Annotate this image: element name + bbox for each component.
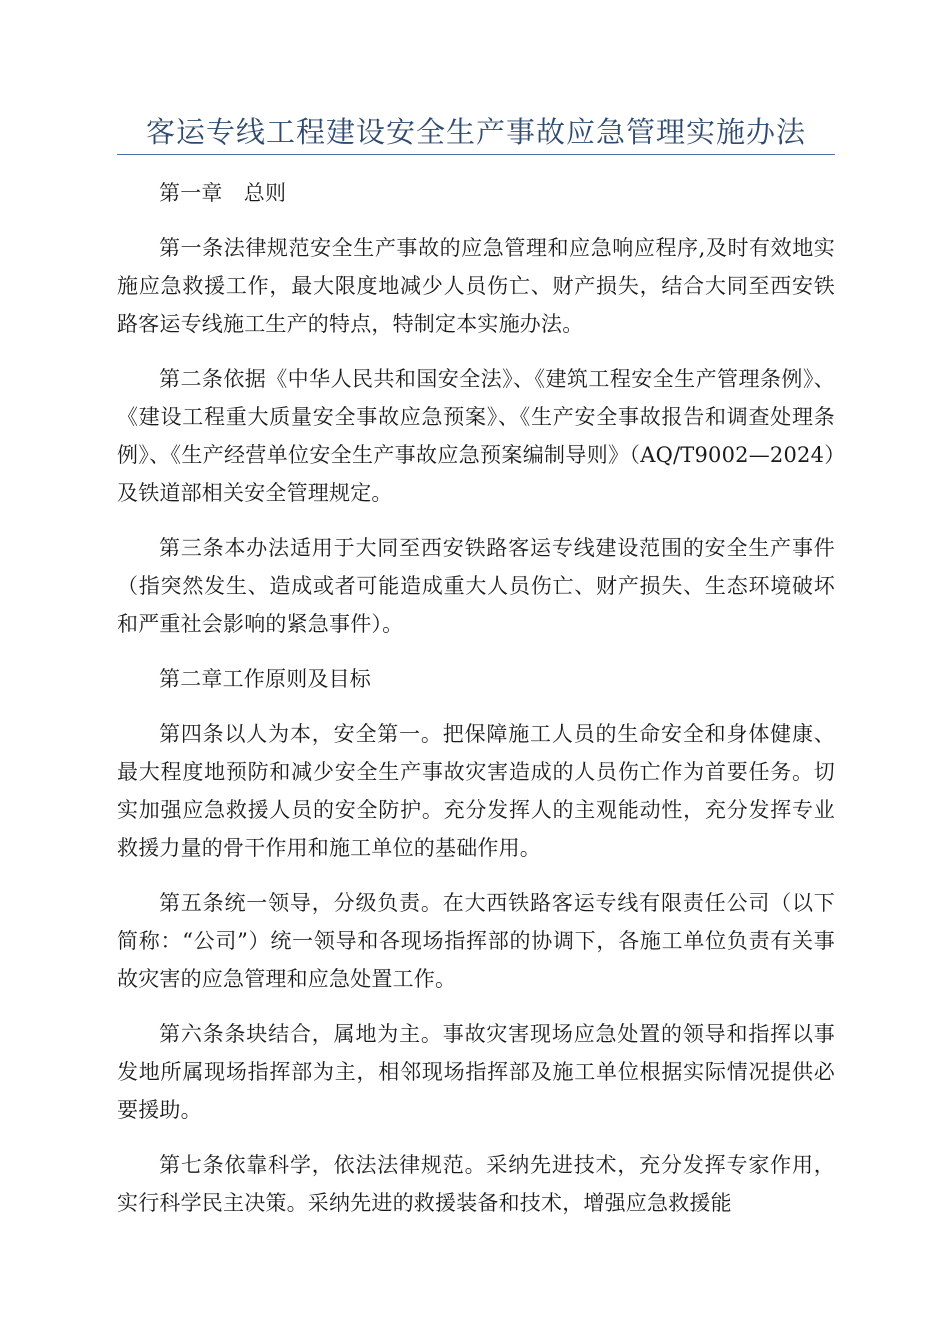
article-4: 第四条以人为本，安全第一。把保障施工人员的生命安全和身体健康、最大程度地预防和减少安全生产事故灾害造成的人员伤亡作为首要任务。切实加强应急救援人员的安全防护。充分发挥人的主观能动性，充分发挥专业救援力量的骨干作用和施工单位的基础作用。 — [117, 722, 835, 860]
article-1: 第一条法律规范安全生产事故的应急管理和应急响应程序,及时有效地实施应急救援工作，最大限度地减少人员伤亡、财产损失，结合大同至西安铁路客运专线施工生产的特点，特制定本实施办法。 — [117, 236, 835, 336]
article-5: 第五条统一领导，分级负责。在大西铁路客运专线有限责任公司（以下简称：“公司”）统一领导和各现场指挥部的协调下，各施工单位负责有关事故灾害的应急管理和应急处置工作。 — [117, 891, 835, 991]
article-7: 第七条依靠科学，依法法律规范。采纳先进技术，充分发挥专家作用，实行科学民主决策。采纳先进的救援装备和技术，增强应急救援能 — [117, 1153, 835, 1215]
document-body — [117, 174, 835, 1239]
chapter-heading-2: 第二章工作原则及目标 — [159, 667, 371, 691]
article-6: 第六条条块结合，属地为主。事故灾害现场应急处置的领导和指挥以事发地所属现场指挥部为主，相邻现场指挥部及施工单位根据实际情况提供必要援助。 — [117, 1022, 835, 1122]
document-title: 客运专线工程建设安全生产事故应急管理实施办法 — [145, 115, 806, 149]
title-underline — [117, 154, 835, 155]
article-2: 第二条依据《中华人民共和国安全法》、《建筑工程安全生产管理条例》、《建设工程重大质量安全事故应急预案》、《生产安全事故报告和调查处理条例》、《生产经营单位安全生产事故应急预案编制导则》（AQ/T9002—2024）及铁道部相关安全管理规定。 — [117, 367, 835, 505]
article-3: 第三条本办法适用于大同至西安铁路客运专线建设范围的安全生产事件（指突然发生、造成或者可能造成重大人员伤亡、财产损失、生态环境破坏和严重社会影响的紧急事件）。 — [117, 536, 835, 636]
chapter-heading-1: 第一章 总则 — [159, 181, 287, 205]
